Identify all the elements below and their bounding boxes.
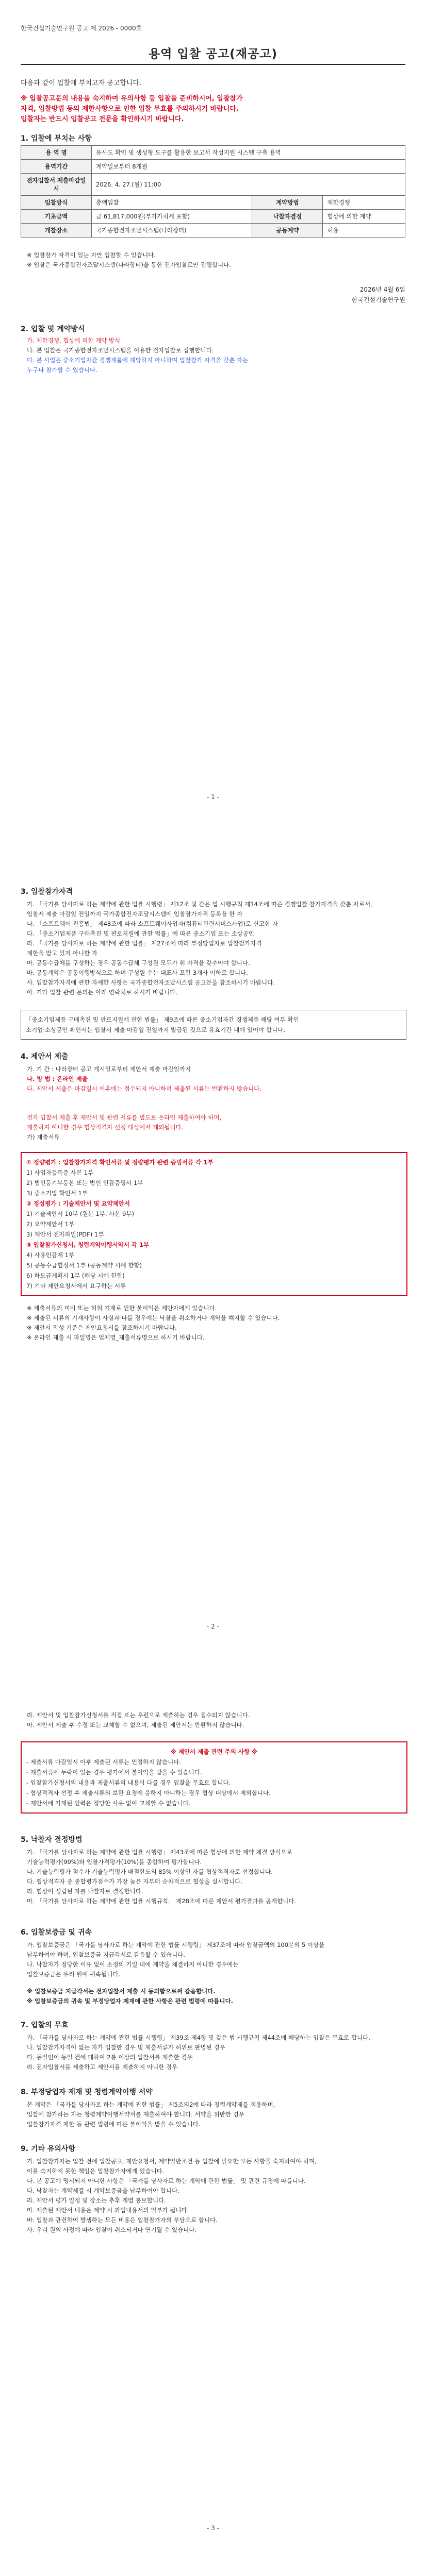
box-line: - 협상적격자 선정 후 제출서류의 보완 요청에 응하지 아니하는 경우 협상 대상에서 제외합니다. <box>26 1789 271 1797</box>
body-line: 나. 낙찰자가 정당한 이유 없이 소정의 기일 내에 계약을 체결하지 아니한 경우에는 <box>27 1961 239 1968</box>
body-line: 아. 기타 입찰 관련 문의는 아래 연락처로 하시기 바랍니다. <box>27 989 178 996</box>
body-line: 입찰참가자격 제한 등 관련 법령에 따른 불이익을 받을 수 있습니다. <box>27 2121 201 2128</box>
row-value: 금 61,817,000원(부가가치세 포함) <box>92 210 252 224</box>
section-4-red-notice <box>27 1113 398 1142</box>
notice-line: 자격, 입찰방법 등의 제한사항으로 인한 입찰 무효를 주의하시기 바랍니다. <box>21 105 239 113</box>
box-line: - 제출서류에 누락이 있는 경우 평가에서 불이익을 받을 수 있습니다. <box>26 1769 202 1776</box>
body-line: 라. 「국가를 당사자로 하는 계약에 관한 법률」 제27조에 따라 부정당업자로 입찰참가자격 <box>27 940 262 947</box>
box-line: 1) 사업자등록증 사본 1부 <box>26 1169 94 1176</box>
row-value: 제한경쟁 <box>323 196 405 210</box>
body-line: 가. 제한경쟁, 협상에 의한 계약 방식 <box>27 337 121 344</box>
box-line: 1) 기술제안서 10부 (원본 1부, 사본 9부) <box>26 1210 134 1217</box>
body-line: 나. 입찰참가자격이 없는 자가 입찰한 경우 및 제출서류가 허위로 판명된 경우 <box>27 2044 225 2051</box>
signature-block <box>352 284 405 305</box>
page-number: - 1 - <box>207 793 219 801</box>
box-line: ① 정량평가 : 입찰참가자격 확인서류 및 정량평가 관련 증빙서류 각 1부 <box>26 1159 214 1166</box>
note-line: ※ 입찰은 국가종합전자조달시스템(나라장터)을 통한 전자입찰로만 집행합니다. <box>27 261 232 268</box>
box-line: ③ 입찰참가신청서, 청렴계약이행서약서 각 1부 <box>26 1241 150 1248</box>
body-line: 나. 기술능력평가 점수가 기술능력평가 배점한도의 85% 이상인 자를 협상적격자로 선정합니다. <box>27 1868 273 1875</box>
section-4-continued <box>27 1710 398 1730</box>
row-label: 입찰방식 <box>21 196 92 210</box>
body-line: 나. 「소프트웨어 진흥법」 제48조에 따라 소프트웨어사업자(컴퓨터관련서비스사업)로 신고한 자 <box>27 920 278 927</box>
body-line: 나. 본 공고에 명시되지 아니한 사항은 「국가를 당사자로 하는 계약에 관한 법률」 및 관련 규정에 따릅니다. <box>27 2177 306 2184</box>
table-row <box>21 196 405 210</box>
body-line: 라. 제안서 평가 일정 및 장소는 추후 개별 통보합니다. <box>27 2197 166 2204</box>
section-7-body <box>27 2033 398 2072</box>
box-line: 7) 기타 제안요청서에서 요구하는 서류 <box>26 1282 126 1290</box>
body-line: 바. 공동계약은 공동이행방식으로 하며 구성원 수는 대표사 포함 3개사 이하로 합니다. <box>27 969 248 976</box>
table-row <box>21 224 405 238</box>
box-line: 「중소기업제품 구매촉진 및 판로지원에 관한 법률」 제9조에 따른 중소기업자간 경쟁제품 해당 여부 확인 <box>26 1016 299 1023</box>
body-line: 라. 제안서 및 입찰참가신청서를 직접 또는 우편으로 제출하는 경우 접수되지 않습니다. <box>27 1711 250 1719</box>
box-title: ※ 제안서 제출 관련 주의 사항 ※ <box>170 1748 258 1755</box>
notice-warning <box>21 94 405 125</box>
signature-org: 한국건설기술연구원 <box>351 296 405 303</box>
body-line: 다. 협상적격자 중 종합평가점수가 가장 높은 자부터 순차적으로 협상을 실시합니다. <box>27 1878 242 1885</box>
table-row <box>21 160 405 174</box>
body-line: 마. 제출된 제안서 내용은 계약 시 과업내용서의 일부가 됩니다. <box>27 2207 189 2214</box>
row-value: 국가종합전자조달시스템(나라장터) <box>92 224 252 238</box>
box-line: 4) 사용인감계 1부 <box>26 1251 75 1259</box>
section-heading-3: 3. 입찰참가자격 <box>21 888 73 896</box>
submission-documents-box <box>21 1152 407 1296</box>
body-line: ※ 제출된 서류의 기재사항이 사실과 다를 경우에는 낙찰을 취소하거나 계약을 해지할 수 있습니다. <box>27 1314 280 1321</box>
row-label: 용 역 명 <box>21 146 92 160</box>
notice-line: 입찰자는 반드시 입찰공고 전문을 확인하시기 바랍니다. <box>21 115 184 123</box>
body-line: 나. 방 법 : 온라인 제출 <box>27 1075 88 1082</box>
section-heading-7: 7. 입찰의 무효 <box>21 2021 69 2029</box>
body-line: 제출하지 아니한 경우 협상적격자 선정 대상에서 제외됩니다. <box>27 1124 184 1131</box>
box-line: - 제출서류 마감일시 이후 제출된 서류는 인정하지 않습니다. <box>26 1758 182 1766</box>
row-value: 유사도 확인 및 생성형 도구를 활용한 보고서 작성지원 시스템 구축 용역 <box>92 146 405 160</box>
section-4-body <box>27 1064 398 1094</box>
notice-line: ※ 입찰공고문의 내용을 숙지하여 유의사항 등 입찰을 준비하시어, 입찰참가 <box>21 95 243 103</box>
section-6-notes <box>27 1987 398 2006</box>
row-value: 계약일로부터 8개월 <box>92 160 405 174</box>
page-number: - 3 - <box>207 2524 219 2532</box>
section-heading-5: 5. 낙찰자 결정방법 <box>21 1836 83 1844</box>
box-line: 3) 제안서 전자파일(PDF) 1부 <box>26 1231 104 1238</box>
row-label: 개찰장소 <box>21 224 92 238</box>
body-line: 마. 제안서 제출 후 수정 또는 교체할 수 없으며, 제출된 제안서는 반환하지 않습니다. <box>27 1721 244 1728</box>
section-3-body <box>27 900 398 997</box>
section-heading-9: 9. 기타 유의사항 <box>21 2145 75 2153</box>
box-line: 6) 하도급계획서 1부 (해당 시에 한함) <box>26 1272 125 1279</box>
document-title: 용역 입찰 공고(재공고) <box>148 47 277 61</box>
body-line: 납부하여야 하며, 입찰보증금 지급각서로 갈음할 수 있습니다. <box>27 1951 185 1958</box>
body-line: ※ 제출서류의 미비 또는 허위 기재로 인한 불이익은 제안자에게 있습니다. <box>27 1304 217 1312</box>
box-line: ② 정성평가 : 기술제안서 및 요약제안서 <box>26 1200 130 1207</box>
bid-summary-table <box>21 145 405 238</box>
row-label: 계약방법 <box>252 196 323 210</box>
box-line: 2) 법인등기부등본 또는 법인 인감증명서 1부 <box>26 1179 143 1187</box>
body-line: 가. 「국가를 당사자로 하는 계약에 관한 법률 시행령」 제43조에 따른 협상에 의한 계약 체결 방식으로 <box>27 1849 292 1856</box>
box-line: - 제안서에 기재된 인력은 정당한 사유 없이 교체할 수 없습니다. <box>26 1800 191 1807</box>
body-line: 입찰보증금은 우리 원에 귀속됩니다. <box>27 1971 121 1978</box>
section-6-body <box>27 1940 398 1979</box>
box-line: - 입찰참가신청서의 내용과 제출서류의 내용이 다를 경우 입찰을 무효로 합니다. <box>26 1779 231 1786</box>
document-number: 한국건설기술연구원 공고 제 2026 - 0000호 <box>21 25 142 32</box>
body-line: 바. 입찰과 관련하여 발생하는 모든 비용은 입찰참가자의 부담으로 합니다. <box>27 2216 218 2224</box>
page-number: - 2 - <box>207 1623 219 1630</box>
body-line: 다. 본 사업은 중소기업자간 경쟁제품에 해당하지 아니하며 입찰참가 자격을 갖춘 자는 <box>27 357 249 364</box>
body-line: 가. 「국가를 당사자로 하는 계약에 관한 법률 시행령」 제39조 제4항 및 같은 법 시행규칙 제44조에 해당하는 입찰은 무효로 합니다. <box>27 2034 370 2041</box>
body-line: 제한을 받고 있지 아니한 자 <box>27 950 97 957</box>
box-line: 5) 공동수급협정서 1부 (공동계약 시에 한함) <box>26 1262 142 1269</box>
body-line: 다. 「중소기업제품 구매촉진 및 판로지원에 관한 법률」에 따른 중소기업 또는 소상공인 <box>27 930 254 937</box>
table-row <box>21 146 405 160</box>
body-line: 기술능력평가(90%)와 입찰가격평가(10%)를 종합하여 평가합니다. <box>27 1858 202 1866</box>
body-line: 가. 입찰참가자는 입찰 전에 입찰공고, 제안요청서, 계약일반조건 등 입찰에 필요한 모든 사항을 숙지하여야 하며, <box>27 2158 317 2165</box>
body-line: 본 계약은 「국가를 당사자로 하는 계약에 관한 법률」 제5조의2에 따라 청렴계약제를 적용하며, <box>27 2101 275 2108</box>
body-line: 입찰서 제출 마감일 전일까지 국가종합전자조달시스템에 입찰참가자격 등록을 한 자 <box>27 910 243 918</box>
section-5-body <box>27 1848 398 1906</box>
body-line: 라. 전자입찰서를 제출하고 제안서를 제출하지 아니한 경우 <box>27 2063 178 2071</box>
section-heading-2: 2. 입찰 및 계약방식 <box>21 325 85 333</box>
body-line: 다. 낙찰자는 계약체결 시 계약보증금을 납부하여야 합니다. <box>27 2187 179 2194</box>
body-line: ※ 제안서 작성 기준은 제안요청서를 참조하시기 바랍니다. <box>27 1324 177 1331</box>
box-line: 2) 요약제안서 1부 <box>26 1221 75 1228</box>
title-divider <box>21 64 405 65</box>
body-line: 가. 기 간 : 나라장터 공고 게시일로부터 제안서 제출 마감일까지 <box>27 1065 191 1073</box>
row-value: 협상에 의한 계약 <box>323 210 405 224</box>
row-value: 2026. 4. 27.(월) 11:00 <box>92 174 405 196</box>
table-row <box>21 174 405 196</box>
body-line: 마. 공동수급체를 구성하는 경우 공동수급체 구성원 모두가 위 자격을 갖추어야 합니다. <box>27 959 250 967</box>
section-heading-8: 8. 부정당업자 제재 및 청렴계약이행 서약 <box>21 2088 153 2096</box>
body-line: 라. 협상이 성립된 자를 낙찰자로 결정합니다. <box>27 1888 143 1895</box>
row-label: 낙찰자결정 <box>252 210 323 224</box>
note-line: ※ 입찰참가 자격이 있는 자만 입찰할 수 있습니다. <box>27 251 156 259</box>
body-line: 다. 제안서 제출은 마감일시 이후에는 접수되지 아니하며 제출된 서류는 반환하지 않습니다. <box>27 1085 261 1092</box>
body-line: ※ 온라인 제출 시 파일명은 업체명_제출서류명으로 하시기 바랍니다. <box>27 1334 205 1341</box>
note-line: ※ 입찰보증금 지급각서는 전자입찰서 제출 시 동의함으로써 갈음합니다. <box>27 1988 216 1995</box>
body-line: 마. 「국가를 당사자로 하는 계약에 관한 법률 시행규칙」 제28조에 따른 제안서 평가결과를 공개합니다. <box>27 1897 297 1905</box>
section-heading-6: 6. 입찰보증금 및 귀속 <box>21 1928 92 1937</box>
row-label: 기초금액 <box>21 210 92 224</box>
body-line: 사. 입찰참가자격에 관한 자세한 사항은 국가종합전자조달시스템 공고문을 참조하시기 바랍니다. <box>27 979 275 986</box>
body-line: 나. 본 입찰은 국가종합전자조달시스템을 이용한 전자입찰로 집행합니다. <box>27 347 214 354</box>
row-value: 허용 <box>323 224 405 238</box>
body-line: 사. 우리 원의 사정에 따라 입찰이 취소되거나 연기될 수 있습니다. <box>27 2226 197 2233</box>
body-line: 누구나 참가할 수 있습니다. <box>27 366 97 374</box>
row-label: 공동계약 <box>252 224 323 238</box>
section-heading-1: 1. 입찰에 부치는 사항 <box>21 134 92 143</box>
body-line: 전자 입찰서 제출 후 제안서 및 관련 서류를 별도로 온라인 제출하여야 하며, <box>27 1114 222 1121</box>
intro-text: 다음과 같이 입찰에 부치고자 공고합니다. <box>21 79 142 87</box>
section-2-body <box>27 336 398 375</box>
row-label: 전자입찰서 제출마감일시 <box>21 174 92 196</box>
body-line: 가) 제출서류 <box>27 1133 60 1141</box>
row-value: 총액입찰 <box>92 196 252 210</box>
section-4-after-box <box>27 1303 398 1343</box>
body-line: 가. 입찰보증금은 「국가를 당사자로 하는 계약에 관한 법률 시행령」 제37조에 따라 입찰금액의 100분의 5 이상을 <box>27 1941 325 1948</box>
table-row <box>21 210 405 224</box>
section-3-sub-box <box>21 1010 406 1040</box>
row-label: 용역기간 <box>21 160 92 174</box>
note-line: ※ 입찰보증금의 귀속 및 부정당업자 제재에 관한 사항은 관련 법령에 따릅니다. <box>27 1997 233 2005</box>
caution-box <box>21 1741 407 1814</box>
box-line: 3) 중소기업 확인서 1부 <box>26 1190 88 1197</box>
section-heading-4: 4. 제안서 제출 <box>21 1053 69 1061</box>
signature-date: 2026년 4월 6일 <box>359 286 405 293</box>
body-line: 이를 숙지하지 못한 책임은 입찰참가자에게 있습니다. <box>27 2167 165 2175</box>
box-line: 소기업·소상공인 확인서는 입찰서 제출 마감일 전일까지 발급된 것으로 유효기간 내에 있어야 합니다. <box>26 1026 285 1033</box>
body-line: 다. 동일인이 동일 건에 대하여 2통 이상의 입찰서를 제출한 경우 <box>27 2054 193 2061</box>
section-9-body <box>27 2157 398 2235</box>
section-8-body <box>27 2100 398 2129</box>
body-line: 입찰에 참가하는 자는 청렴계약이행서약서를 제출하여야 합니다. 서약을 위반한 경우 <box>27 2111 244 2118</box>
body-line: 가. 「국가를 당사자로 하는 계약에 관한 법률 시행령」 제12조 및 같은 법 시행규칙 제14조에 따른 경쟁입찰 참가자격을 갖춘 자로서, <box>27 901 372 908</box>
section-1-notes <box>27 250 398 270</box>
